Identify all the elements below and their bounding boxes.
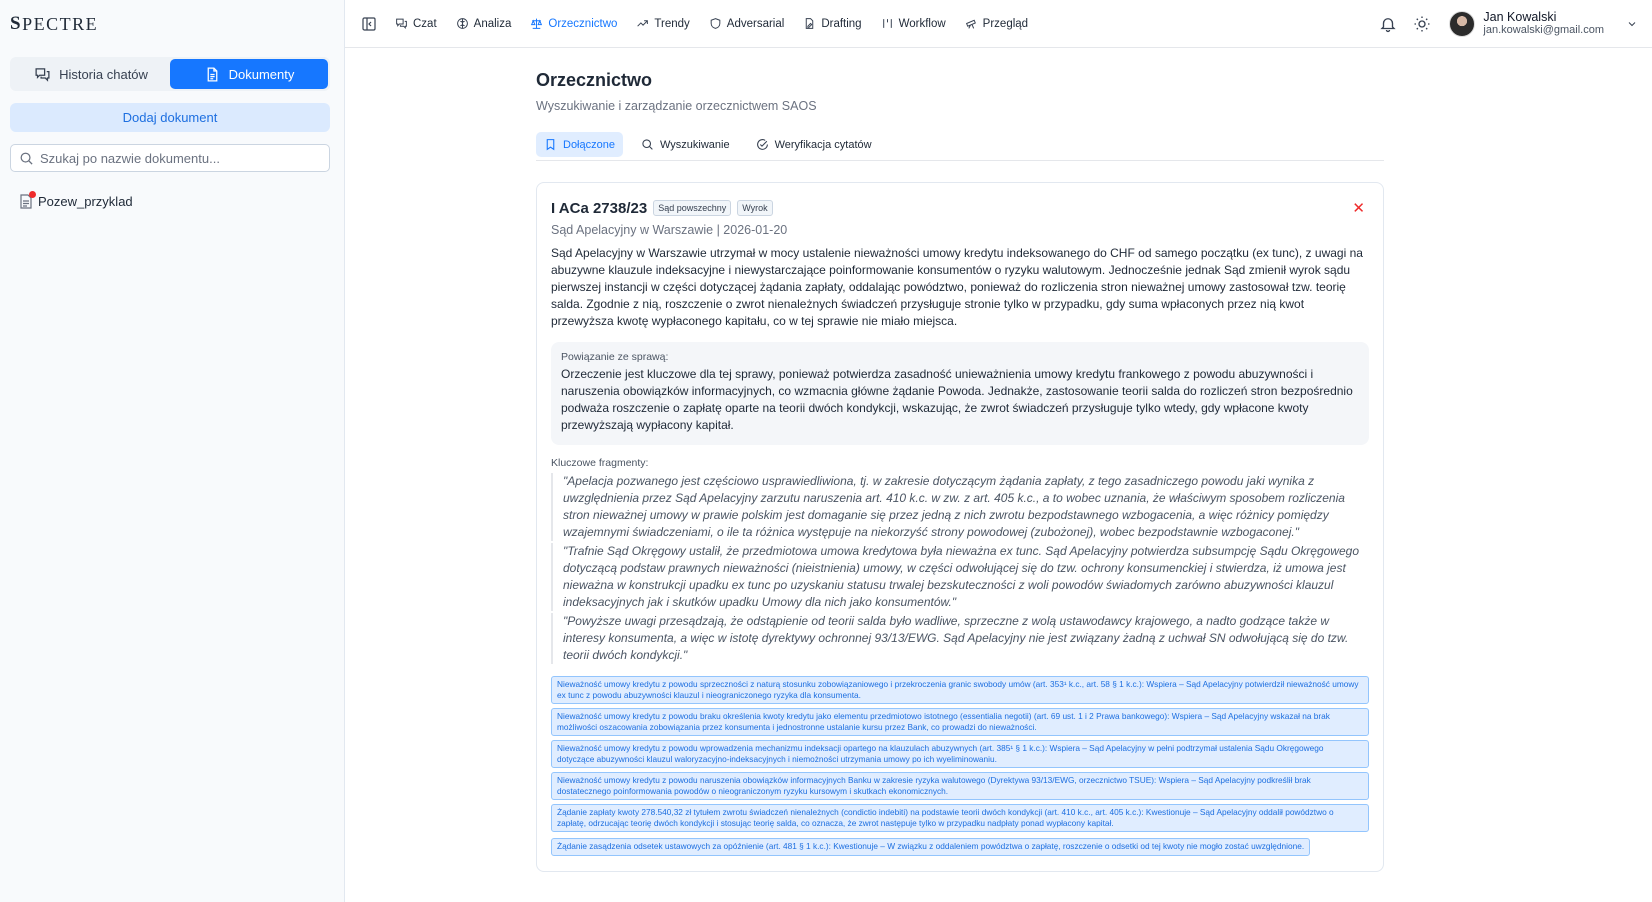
key-fragment: "Apelacja pozwanego jest częściowo usprawiedliwiona, tj. w zakresie dotyczącym żądania zapłaty, z tego zasadniczego powodu jaki wynika z uwzględnienia przez Sąd Apelacyjny zarzutu naruszenia art. 410 k.c. w zw. z art. 405 k.c., a to wobec uznania, że właściwym sposobem rozliczenia stron nieważnej umowy w prawie polskim jest domaganie się przez jedną z nich zwrotu bezpodstawnego wzbogacenia, a więc różnicy pomiędzy wzajemnymi świadczeniami, o ile ta różnica występuje na niekorzyść strony powodowej (zubożonej), wobec bezpodstawnie wzbogaconej."	[551, 473, 1369, 541]
collapse-sidebar-icon[interactable]	[361, 16, 377, 32]
shield-icon	[709, 17, 722, 30]
workflow-icon	[881, 17, 894, 30]
theme-sun-icon[interactable]	[1413, 15, 1431, 33]
nav-label: Trendy	[654, 17, 690, 30]
logo-mark: S	[10, 13, 23, 34]
court-type-badge: Sąd powszechny	[653, 200, 731, 216]
tab-chat-history[interactable]	[12, 59, 170, 89]
logo	[10, 0, 330, 48]
unread-dot	[29, 191, 36, 198]
bookmark-icon	[544, 138, 557, 151]
case-relation-box	[551, 342, 1369, 445]
claim-item: Żądanie zapłaty kwoty 278.540,32 zł tytułem zwrotu świadczeń nienależnych (condictio indebiti) na podstawie teorii dwóch kondykcji (art. 410 k.c., art. 405 k.c.): Kwestionuje – Sąd Apelacyjny oddalił powództwo o zapłatę, odrzucając teorię dwóch kondykcji i stosując teorię salda, co oznacza, że zwrot następuje tylko w przypadku nadpłaty ponad wypłacony kapitał.	[551, 804, 1369, 832]
remove-ruling-icon[interactable]: ✕	[1352, 200, 1365, 217]
tab-documents[interactable]	[170, 59, 328, 89]
sidebar-segment-control	[10, 57, 330, 91]
content	[345, 48, 1576, 902]
ruling-type-badge: Wyrok	[737, 200, 772, 216]
check-circle-icon	[756, 138, 769, 151]
tab-search[interactable]	[633, 132, 738, 157]
claim-item: Nieważność umowy kredytu z powodu naruszenia obowiązków informacyjnych Banku w zakresie ryzyka walutowego (Dyrektywa 93/13/EWG, orzecznictwo TSUE): Wspiera – Sąd Apelacyjny podkreślił brak dostatecznego poinformowania powodów o nieograniczonym ryzyku kursowym i skutkach ekonomicznych.	[551, 772, 1369, 800]
page-title: Orzecznictwo	[536, 70, 653, 90]
case-number: I ACa 2738/23	[551, 199, 648, 217]
chat-history-icon	[34, 66, 51, 83]
trend-icon	[636, 17, 649, 30]
nav-item-przeglad[interactable]	[965, 17, 1028, 30]
avatar	[1449, 11, 1475, 37]
document-icon	[204, 66, 221, 83]
document-name: Pozew_przyklad	[38, 194, 133, 209]
main-area	[345, 0, 1652, 902]
tab-attached[interactable]	[536, 132, 623, 157]
nav-label: Orzecznictwo	[548, 17, 618, 30]
top-right-controls	[1363, 11, 1638, 37]
search-icon	[19, 151, 34, 166]
add-document-button[interactable]: Dodaj dokument	[10, 103, 330, 132]
ruling-summary: Sąd Apelacyjny w Warszawie utrzymał w mocy ustalenie nieważności umowy kredytu indeksowanego do CHF od samego początku (ex tunc), z uwagi na abuzywne klauzule indeksacyjne i niewystarczające poinformowanie konsumentów o ryzyku walutowym. Jednocześnie jednak Sąd zmienił wyrok sądu pierwszej instancji w części dotyczącej żądania zapłaty, oddalając powództwo, ponieważ do rozliczenia stron nieważnej umowy zastosował tzw. teorię salda. Zgodnie z nią, roszczenie o zwrot nienależnych świadczeń przysługuje stronie tylko w przypadku, gdy suma wpłaconych przez nią kwot przewyższa kwotę wypłaconego kapitału, co w tej sprawie nie miało miejsca.	[551, 246, 1363, 328]
tab-documents-label: Dokumenty	[228, 66, 295, 82]
user-menu[interactable]	[1449, 11, 1638, 37]
nav-label: Workflow	[898, 17, 946, 30]
draft-icon	[803, 17, 816, 30]
claim-item: Nieważność umowy kredytu z powodu braku określenia kwoty kredytu jako elementu przedmiotowo istotnego (essentialia negotii) (art. 69 ust. 1 i 2 Prawa bankowego): Wspiera – Sąd Apelacyjny wskazał na brak możliwości oszacowania zobowiązania przez konsumenta i jednostronne ustalanie kursu przez Bank, co prowadzi do nieważności.	[551, 708, 1369, 736]
telescope-icon	[965, 17, 978, 30]
page-subtitle: Wyszukiwanie i zarządzanie orzecznictwem SAOS	[536, 99, 817, 113]
user-name: Jan Kowalski	[1483, 10, 1557, 24]
claim-item: Nieważność umowy kredytu z powodu sprzeczności z naturą stosunku zobowiązaniowego i przekroczenia granic swobody umów (art. 353¹ k.c., art. 58 § 1 k.c.): Wspiera – Sąd Apelacyjny potwierdził nieważność umowy ex tunc z powodu abuzywności klauzul i nieograniczonego ryzyka dla konsumenta.	[551, 676, 1369, 704]
nav-label: Drafting	[821, 17, 862, 30]
main-nav	[395, 17, 1047, 30]
scales-icon	[530, 17, 543, 30]
nav-item-czat[interactable]	[395, 17, 437, 30]
logo-text: PECTRE	[22, 13, 99, 34]
tab-label: Dołączone	[563, 138, 615, 151]
brain-icon	[456, 17, 469, 30]
document-search	[10, 144, 330, 172]
nav-item-trendy[interactable]	[636, 17, 689, 30]
nav-label: Czat	[413, 17, 437, 30]
nav-label: Analiza	[473, 17, 512, 30]
ruling-header	[551, 199, 1369, 217]
ruling-card	[536, 182, 1384, 872]
relation-label: Powiązanie ze sprawą:	[561, 351, 669, 363]
tab-chat-history-label: Historia chatów	[59, 66, 148, 82]
claim-item: Nieważność umowy kredytu z powodu wprowadzenia mechanizmu indeksacji opartego na klauzulach abuzywnych (art. 385¹ § 1 k.c.): Wspiera – Sąd Apelacyjny w pełni podtrzymał ustalenia Sądu Okręgowego dotyczące abuzywności klauzul waloryzacyjno-indeksacyjnych i niemożności utrzymania umowy po ich wyeliminowaniu.	[551, 740, 1369, 768]
tab-citation-check[interactable]	[748, 132, 880, 157]
document-list-item[interactable]	[10, 194, 330, 209]
tab-label: Weryfikacja cytatów	[774, 138, 872, 151]
top-bar	[345, 0, 1652, 48]
nav-label: Adversarial	[726, 17, 785, 30]
court-and-date: Sąd Apelacyjny w Warszawie | 2026-01-20	[551, 223, 788, 237]
nav-label: Przegląd	[982, 17, 1029, 30]
chat-icon	[395, 17, 408, 30]
user-info	[1483, 11, 1604, 36]
nav-item-analiza[interactable]	[456, 17, 512, 30]
nav-item-drafting[interactable]	[803, 17, 861, 30]
document-file-icon	[20, 194, 32, 209]
key-fragments-label: Kluczowe fragmenty:	[551, 457, 649, 469]
nav-item-orzecznictwo[interactable]	[530, 17, 617, 30]
claim-item: Żądanie zasądzenia odsetek ustawowych za opóźnienie (art. 481 § 1 k.c.): Kwestionuje – W związku z oddaleniem powództwa o zapłatę, roszczenie o odsetki od tej kwoty nie mogło zostać uwzględnione.	[551, 838, 1310, 856]
sidebar	[0, 0, 345, 902]
search-icon	[641, 138, 654, 151]
document-search-input[interactable]	[40, 151, 321, 166]
bell-icon[interactable]	[1379, 15, 1397, 33]
key-fragment: "Trafnie Sąd Okręgowy ustalił, że przedmiotowa umowa kredytowa była nieważna ex tunc. Sąd Apelacyjny potwierdza subsumpcję Sądu Okręgowego dotyczącą podstaw prawnych nieważności (nieistnienia) umowy, w części odwołującej się do tzw. ochrony konsumenckiej i stwierdza, iż umowa jest nieważna w konstrukcji upadku ex tunc po uzyskaniu statusu trwalej bezskuteczności z woli powodów świadomych zarówno abuzywności klauzul indeksacyjnych jak i skutków upadku Umowy dla nich jako konsumentów."	[551, 543, 1369, 611]
user-email: jan.kowalski@gmail.com	[1483, 24, 1604, 36]
rulings-tabs	[536, 132, 1384, 161]
key-fragment: "Powyższe uwagi przesądzają, że odstąpienie od teorii salda było wadliwe, sprzeczne z wolą ustawodawcy krajowego, a nadto godzące także w interesy konsumenta, a więc w istotę dyrektywy ochronnej 93/13/EWG. Sąd Apelacyjny nie jest związany żadną z uchwał SN odwołującą się do tzw. teorii dwóch kondykcji."	[551, 613, 1369, 664]
tab-label: Wyszukiwanie	[659, 138, 730, 151]
chevron-down-icon	[1626, 18, 1638, 30]
relation-text: Orzeczenie jest kluczowe dla tej sprawy, ponieważ potwierdza zasadność unieważnienia umowy kredytu frankowego z powodu abuzywności i naruszenia obowiązków informacyjnych, co wzmacnia główne żądanie Powoda. Jednakże, zastosowanie teorii salda do rozliczeń stron bezpośrednio podważa roszczenie o zapłatę oparte na teorii dwóch kondykcji, wskazując, że zwrot świadczeń przysługuje tylko wtedy, gdy wpłacone kwoty przewyższają wypłacony kapitał.	[561, 367, 1353, 432]
claims-list	[551, 676, 1369, 860]
nav-item-adversarial[interactable]	[709, 17, 785, 30]
nav-item-workflow[interactable]	[881, 17, 946, 30]
